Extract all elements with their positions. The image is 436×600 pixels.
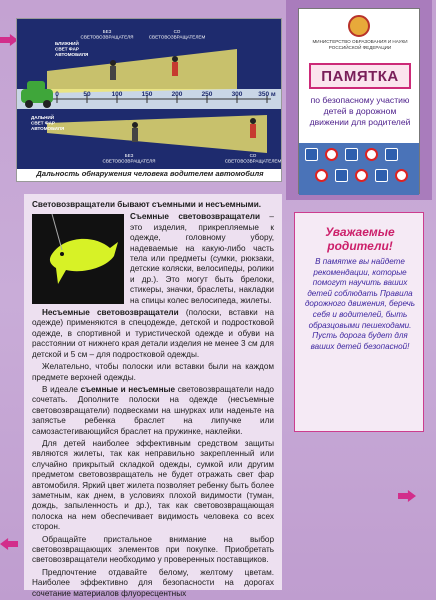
right-panel: [282, 0, 436, 600]
pedestrian-icon: [172, 56, 178, 76]
combine-paragraph: В идеале съемные и несъемные световозвращатели надо сочетать. Дополните полоски на одежде (несъемные световозвращатели) подвесками на шнурках или наденьте на запястье ребенка браслет на липучке или самозастегивающийся браслет на пружинке, наклейки.: [32, 384, 274, 436]
stripes-paragraph: Желательно, чтобы полоски или вставки были на каждом предмете верхней одежды.: [32, 362, 274, 382]
title-banner: [309, 63, 411, 89]
road-sign-icon: [355, 169, 368, 182]
pedestrian-icon: [132, 122, 138, 142]
ministry-name: МИНИСТЕРСТВО ОБРАЗОВАНИЯ И НАУКИ РОССИЙСКОЙ ФЕДЕРАЦИИ: [312, 39, 408, 50]
cover-card: [286, 0, 432, 200]
road-sign-icon: [375, 169, 388, 182]
label-without-near: БЕЗ СВЕТОВОЗВРАЩАТЕЛЯ: [80, 29, 134, 40]
detection-distance-diagram: [16, 18, 282, 182]
ruler-tick-label: 150: [141, 91, 153, 98]
ruler-tick-label: 200: [171, 91, 183, 98]
removable-paragraph: Съемные световозвращатели – это изделия, прикрепляемые к одежде, головному убору, надеваемые на какую-либо часть тела или предметы (сумки, рюкзаки, детские коляски, велосипеды, ролики и др.). Это могут быть брелоки, стикеры, значки, браслеты, накладки на спицы колес велосипеда, жилеты.: [130, 212, 274, 305]
road-sign-icon: [335, 169, 348, 182]
dolphin-svg: [32, 214, 124, 304]
label-with-far: СО СВЕТОВОЗВРАЩАТЕЛЕМ: [224, 153, 282, 164]
road-sign-icon: [385, 148, 398, 161]
pedestrian-icon: [250, 118, 256, 138]
road-signs-strip: [299, 143, 419, 195]
road-sign-icon: [305, 148, 318, 161]
cover-title: ПАМЯТКА: [321, 67, 399, 85]
appeal-text: В памятке вы найдете рекомендации, которые помогут научить ваших детей соблюдать Правила дорожного движения, беречь себя и водителей, быть образцовыми пешеходами. Пусть дорога будет для ваших детей безопасной!: [304, 257, 416, 351]
choice-paragraph: Обращайте пристальное внимание на выбор световозвращающих элементов при покупке. Приобретать световозвращатели необходимо у проверенных поставщиков.: [32, 534, 274, 565]
pedestrian-icon: [110, 60, 116, 80]
coat-of-arms-icon: [348, 15, 370, 37]
ruler-tick-label: 50: [83, 91, 91, 98]
fixed-paragraph: Несъемные световозвращатели (полоски, вставки на одежде) применяются в спецодежде, детской и подростковой одежде, в спортивной и туристической одежде и обуви на расстоянии от нижнего края детали изделия не менее 3 см для детской и 5 см – для подростковой одежды.: [32, 308, 275, 359]
diagram-caption: Дальность обнаружения человека водителем автомобиля: [36, 169, 264, 178]
ruler-tick-label: 250: [201, 91, 213, 98]
parents-appeal-box: [294, 212, 424, 432]
road-sign-icon: [345, 148, 358, 161]
diagram-svg: [17, 19, 281, 181]
road-sign-icon: [315, 169, 328, 182]
reflectors-text-panel: [24, 194, 282, 598]
ruler-tick-label: 0: [55, 91, 59, 98]
label-near-headlights: БЛИЖНИЙ СВЕТ ФАР АВТОМОБИЛЯ: [55, 41, 89, 57]
ruler-tick-label: 350 м: [258, 91, 276, 98]
cover-subtitle: по безопасному участию детей в дорожном движении для родителей: [309, 95, 411, 127]
colors-paragraph: Предпочтение отдавайте белому, желтому цветам. Наиболее эффективно для безопасности на дорогах сочетание материалов флуоресцентных: [32, 567, 274, 598]
appeal-title: Уважаемые родители!: [325, 225, 395, 253]
cover-inner: [298, 8, 420, 194]
road-sign-icon: [395, 169, 408, 182]
label-without-far: БЕЗ СВЕТОВОЗВРАЩАТЕЛЯ: [102, 153, 156, 164]
road-sign-icon: [325, 148, 338, 161]
intro-paragraph: Световозвращатели бывают съемными и несъемными.: [32, 200, 262, 209]
label-far-headlights: ДАЛЬНИЙ СВЕТ ФАР АВТОМОБИЛЯ: [31, 115, 65, 131]
ruler-tick-label: 100: [111, 91, 123, 98]
dolphin-reflector-icon: [32, 214, 124, 304]
left-panel: [14, 18, 282, 598]
ruler-tick-label: 300: [231, 91, 243, 98]
label-with-near: СО СВЕТОВОЗВРАЩАТЕЛЕМ: [148, 29, 206, 40]
road-sign-icon: [365, 148, 378, 161]
vests-paragraph: Для детей наиболее эффективным средством защиты являются жилеты, так как неправильно закрепленный или случайно прикрытый складкой одежды, сумкой или другим предметом световозвращатель не будет отражать свет фар автомобиля. Яркий цвет жилета позволяет ребенку быть более заметным, как днем, в условиях плохой видимости (туман, дождь, запыленность и др.), так как световозвращающая полоска на нем обеспечивает видимость человека со всех сторон.: [32, 438, 274, 532]
